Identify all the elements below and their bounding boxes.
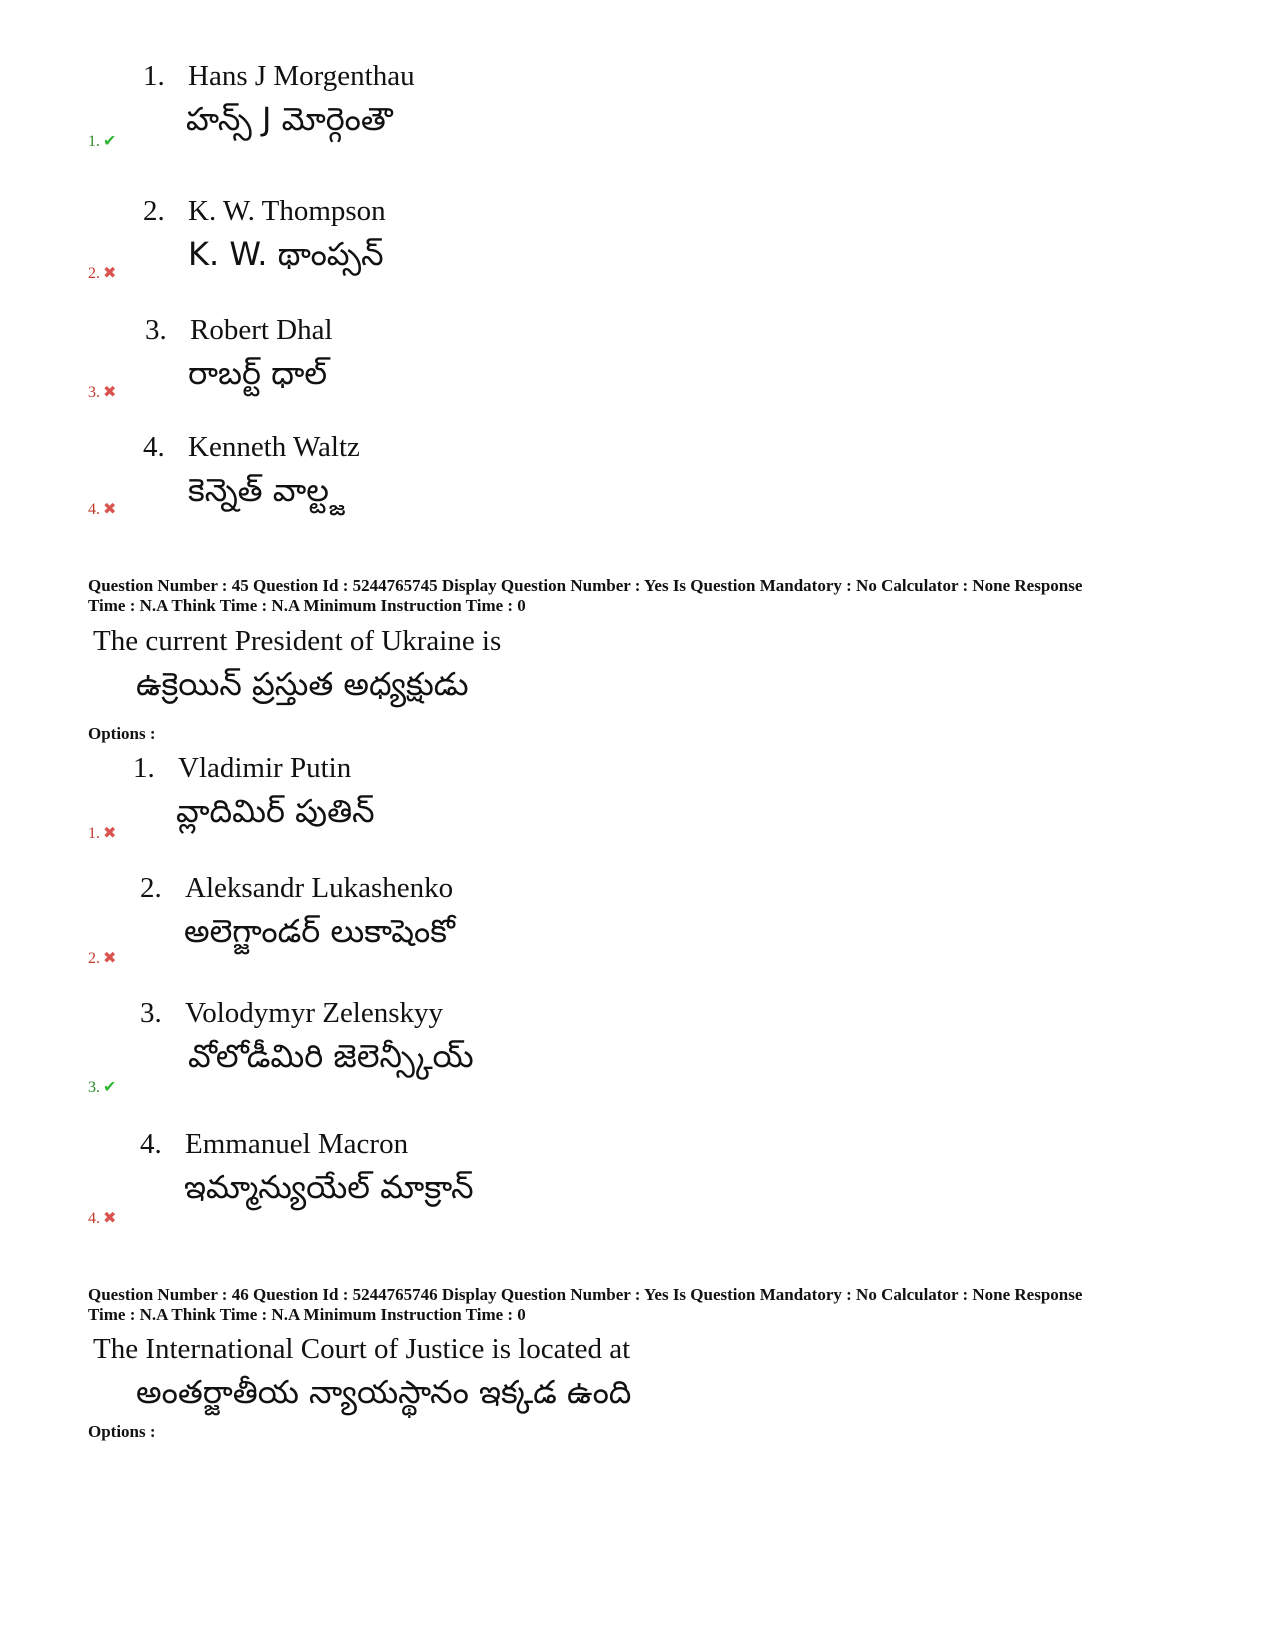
check-icon: ✔ xyxy=(103,1079,117,1096)
option-number: 3. xyxy=(145,314,167,346)
option-text-en: Emmanuel Macron xyxy=(185,1128,409,1160)
option-text-te: ఇమ్మాన్యుయేల్ మాక్రాన్ xyxy=(184,1168,474,1206)
option-number: 3. xyxy=(140,997,162,1029)
option-number: 4. xyxy=(143,431,165,463)
option-text-te: వోలోడీమిరి జెలెన్స్కీయ్ xyxy=(188,1037,474,1075)
option-text-en: Vladimir Putin xyxy=(178,752,352,784)
question-text-en: The current President of Ukraine is xyxy=(93,625,502,657)
option-number: 2. xyxy=(140,872,162,904)
question-meta: Question Number : 45 Question Id : 5244765745 Display Question Number : Yes Is Question Mandatory : No Calculator : None Response Time : N.A Think Time : N.A Minimum Instruction Time : 0 xyxy=(88,576,1083,615)
option-text-te: హన్స్ J మోర్గెంతౌ xyxy=(186,100,393,138)
answer-marker: 4. ✖ xyxy=(88,501,117,518)
answer-marker: 1. ✖ xyxy=(88,825,117,842)
answer-marker: 2. ✖ xyxy=(88,265,117,282)
option-text-en: Robert Dhal xyxy=(190,314,333,346)
cross-icon: ✖ xyxy=(103,384,117,401)
option-number: 4. xyxy=(140,1128,162,1160)
answer-marker: 3. ✖ xyxy=(88,384,117,401)
cross-icon: ✖ xyxy=(103,501,117,518)
question-text-te: ఉక్రెయిన్ ప్రస్తుత అధ్యక్షుడు xyxy=(136,665,469,703)
question-text-te: అంతర్జాతీయ న్యాయస్థానం ఇక్కడ ఉంది xyxy=(136,1373,632,1411)
answer-marker: 3. ✔ xyxy=(88,1079,117,1096)
options-label: Options : xyxy=(88,724,156,743)
options-label: Options : xyxy=(88,1422,156,1441)
question-meta: Question Number : 46 Question Id : 5244765746 Display Question Number : Yes Is Question Mandatory : No Calculator : None Response Time : N.A Think Time : N.A Minimum Instruction Time : 0 xyxy=(88,1285,1083,1324)
option-text-te: కెన్నెత్ వాల్ట్జ xyxy=(188,471,345,509)
option-number: 1. xyxy=(143,60,165,92)
check-icon: ✔ xyxy=(103,133,117,150)
option-text-en: Hans J Morgenthau xyxy=(188,60,415,92)
question-text-en: The International Court of Justice is located at xyxy=(93,1333,631,1365)
option-text-te: రాబర్ట్ ధాల్ xyxy=(188,354,328,392)
option-text-en: Volodymyr Zelenskyy xyxy=(185,997,444,1029)
answer-marker: 4. ✖ xyxy=(88,1210,117,1227)
option-text-te: K. W. థాంప్సన్ xyxy=(188,235,384,273)
cross-icon: ✖ xyxy=(103,825,117,842)
option-text-te: వ్లాదిమిర్ పుతిన్ xyxy=(176,792,375,830)
option-text-en: K. W. Thompson xyxy=(188,195,386,227)
option-number: 2. xyxy=(143,195,165,227)
option-text-te: అలెగ్జాండర్ లుకాషెంకో xyxy=(184,912,455,950)
option-text-en: Kenneth Waltz xyxy=(188,431,360,463)
option-number: 1. xyxy=(133,752,155,784)
cross-icon: ✖ xyxy=(103,265,117,282)
answer-marker: 1. ✔ xyxy=(88,133,117,150)
option-text-en: Aleksandr Lukashenko xyxy=(185,872,454,904)
cross-icon: ✖ xyxy=(103,950,117,967)
answer-marker: 2. ✖ xyxy=(88,950,117,967)
cross-icon: ✖ xyxy=(103,1210,117,1227)
